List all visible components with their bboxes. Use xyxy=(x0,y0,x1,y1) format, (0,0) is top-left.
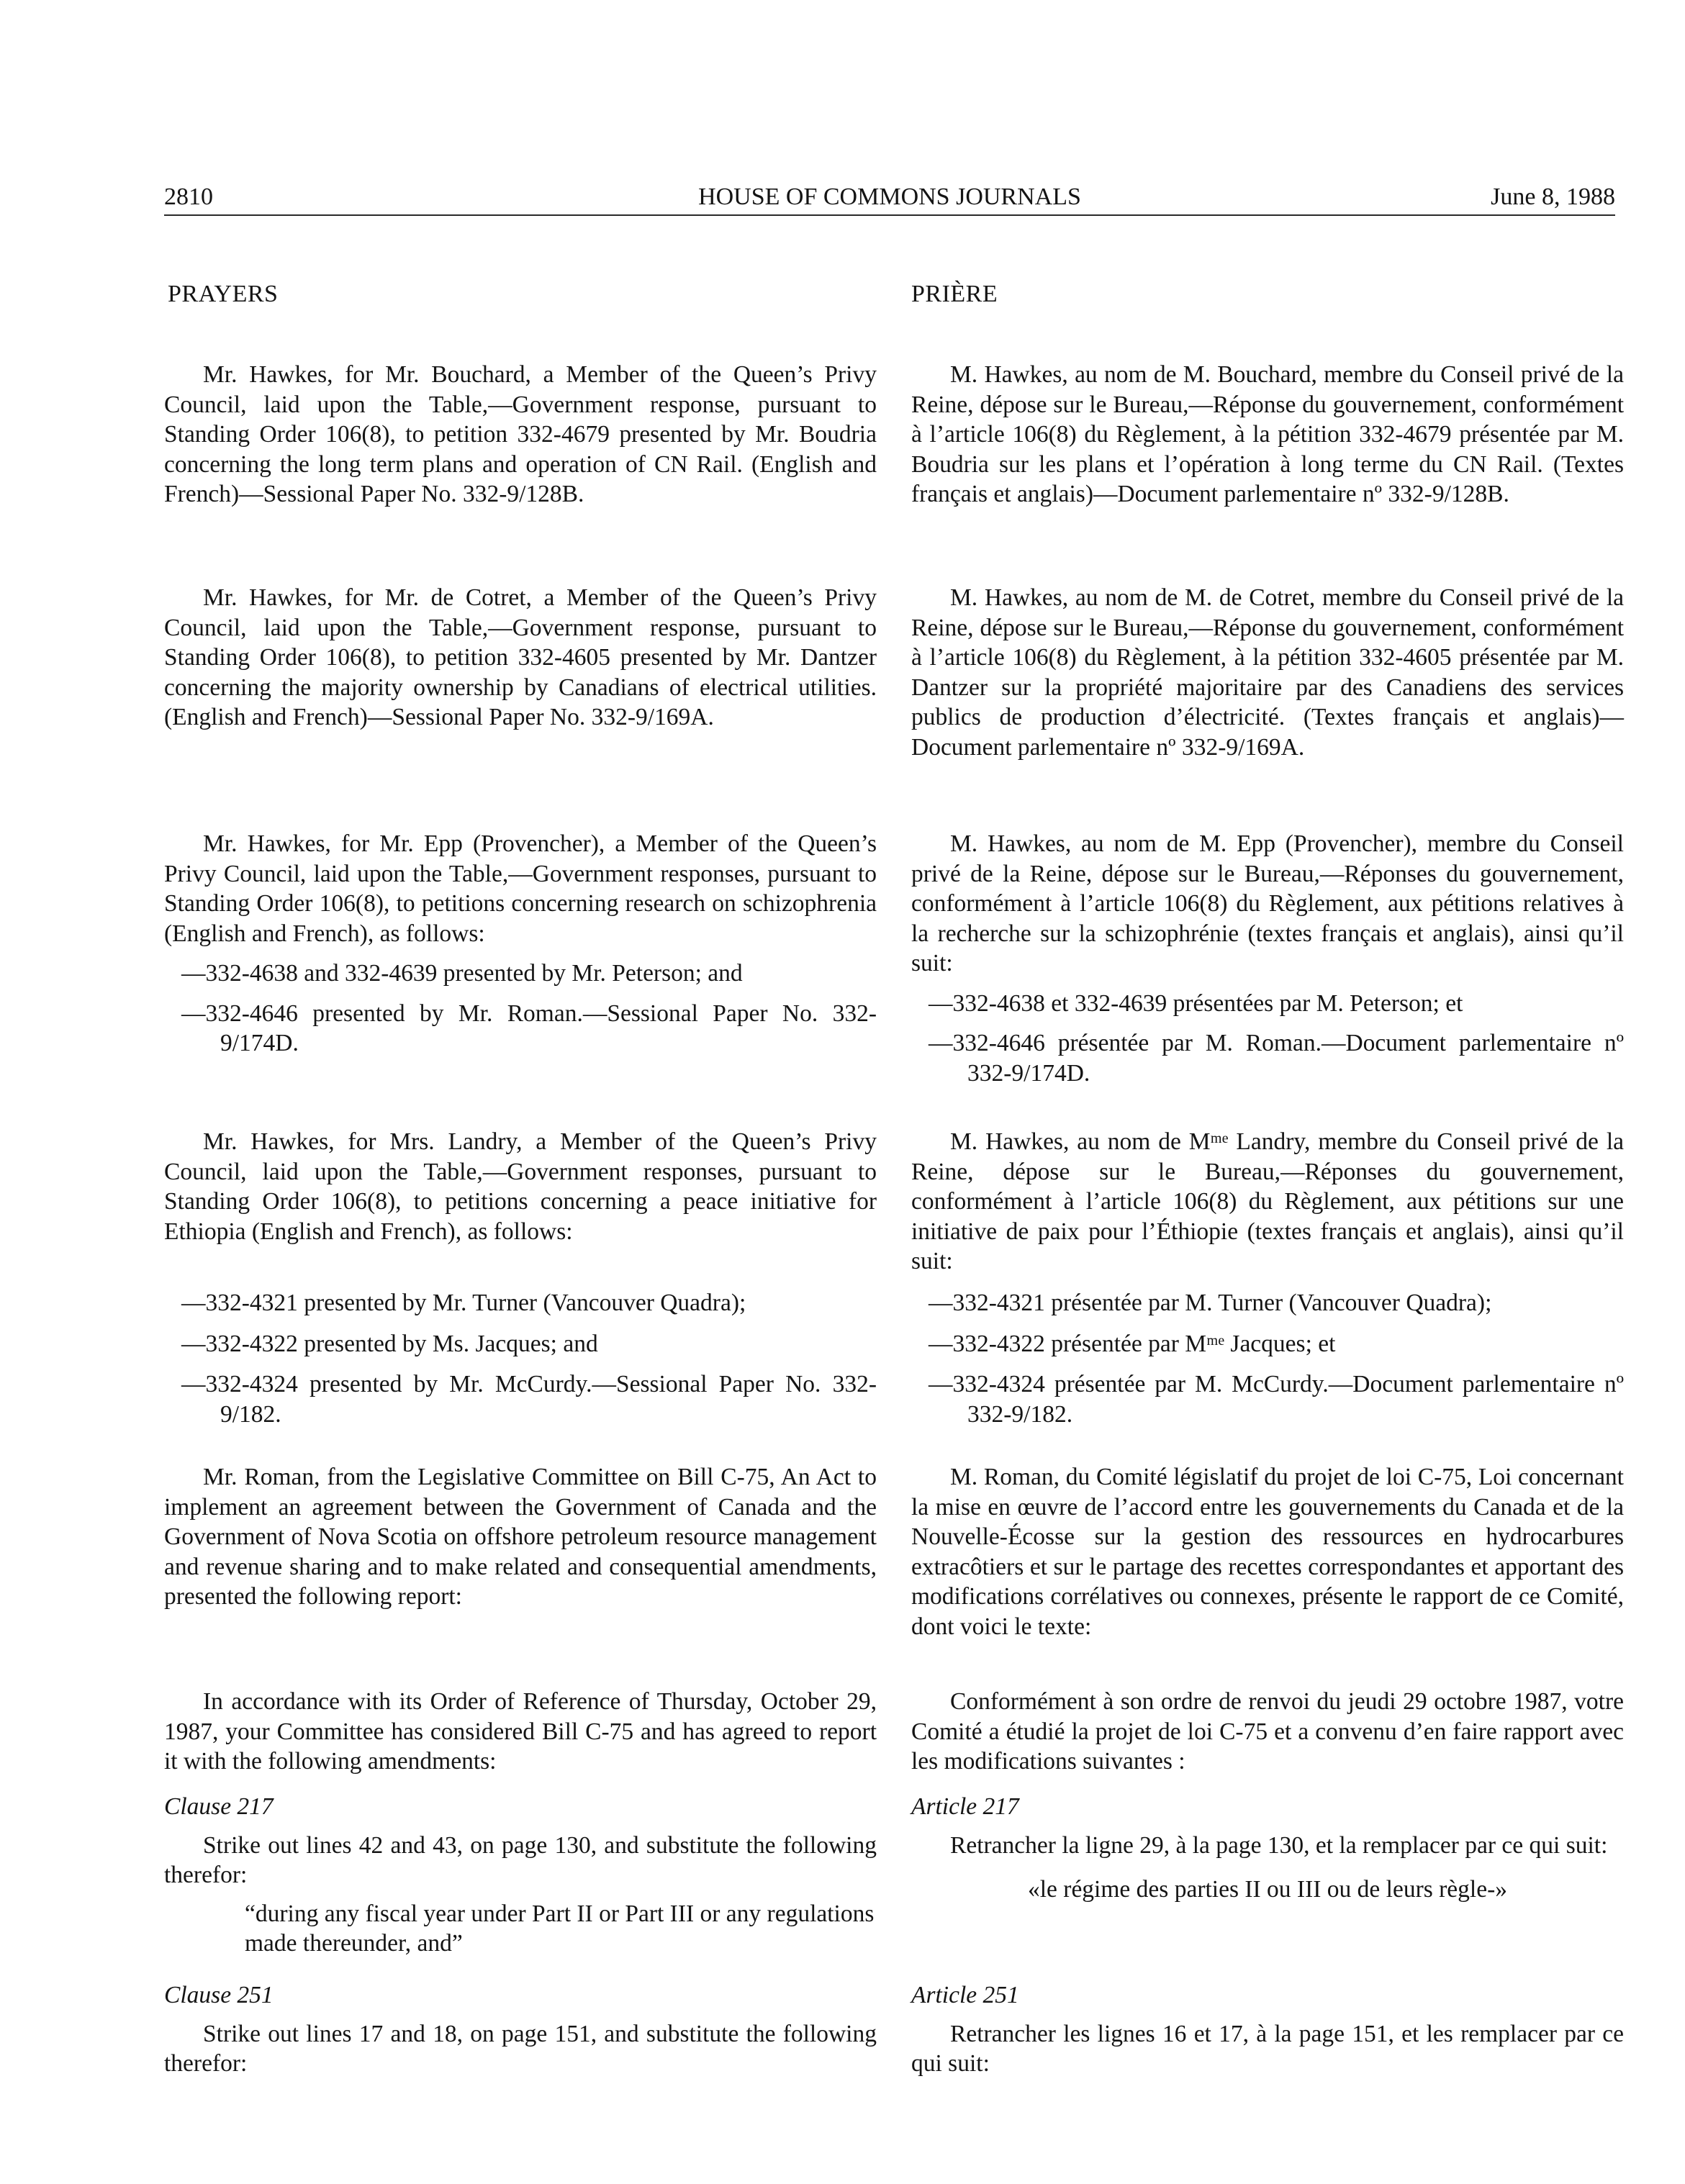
fr-paragraph-4-text: M. Hawkes, au nom de Mᵐᵉ Landry, membre du Conseil privé de la Reine, dépose sur le Bureau,—Réponses du gouvernement, conformément à l’article 106(8) du Règlement, aux pétitions sur une initiative de paix pour l’Éthiopie (textes français et anglais), ainsi qu’il suit: xyxy=(911,1128,1624,1274)
en-paragraph-4-items xyxy=(164,1288,877,1429)
journal-title: HOUSE OF COMMONS JOURNALS xyxy=(698,183,1081,210)
list-item: —332-4322 présentée par Mᵐᵉ Jacques; et xyxy=(929,1330,1336,1357)
clause-quote: “during any fiscal year under Part II or Part III or any regulations made thereunder, and” xyxy=(245,1900,875,1957)
fr-paragraph-3-text: M. Hawkes, au nom de M. Epp (Provencher), membre du Conseil privé de la Reine, dépose sur le Bureau,—Réponses du gouvernement, conformément à l’article 106(8) du Règlement, aux pétitions relatives à la recherche sur la schizophrénie (textes français et anglais), ainsi qu’il suit: xyxy=(911,830,1624,977)
en-paragraph-5-text: Mr. Roman, from the Legislative Committee on Bill C-75, An Act to implement an agreement between the Government of Canada and the Government of Nova Scotia on offshore petroleum resource management and revenue sharing and to make related and consequential amendments, presented the following report: xyxy=(164,1464,877,1610)
fr-paragraph-3 xyxy=(911,829,1624,1088)
list-item: —332-4646 présentée par M. Roman.—Document parlementaire nº 332-9/174D. xyxy=(929,1030,1624,1087)
page-number: 2810 xyxy=(164,183,213,210)
en-paragraph-1 xyxy=(164,360,877,509)
en-paragraph-3 xyxy=(164,829,877,1059)
fr-paragraph-5 xyxy=(911,1462,1624,1641)
clause-title: Clause 251 xyxy=(164,1982,274,2008)
en-paragraph-2-text: Mr. Hawkes, for Mr. de Cotret, a Member of the Queen’s Privy Council, laid upon the Table,—Government response, pursuant to Standing Order 106(8), to petition 332-4605 presented by Mr. Dantzer concerning the majority ownership by Canadians of electrical utilities. (English and French)—Sessional Paper No. 332-9/169A. xyxy=(164,584,877,730)
en-paragraph-5 xyxy=(164,1462,877,1612)
clause-text: Strike out lines 17 and 18, on page 151, and substitute the following therefor: xyxy=(164,2020,877,2077)
en-clause-217 xyxy=(164,1792,877,1959)
fr-paragraph-2-text: M. Hawkes, au nom de M. de Cotret, membre du Conseil privé de la Reine, dépose sur le Bureau,—Réponse du gouvernement, conformément à l’article 106(8) du Règlement, à la pétition 332-4605 présentée par M. Dantzer sur la propriété majoritaire par des Canadiens des services publics de production d’électricité. (Textes français et anglais)—Document parlementaire nº 332-9/169A. xyxy=(911,584,1624,761)
clause-quote: «le régime des parties II ou III ou de leurs règle-» xyxy=(1027,1876,1507,1903)
fr-paragraph-1-text: M. Hawkes, au nom de M. Bouchard, membre du Conseil privé de la Reine, dépose sur le Bureau,—Réponse du gouvernement, conformément à l’article 106(8) du Règlement, à la pétition 332-4679 présentée par M. Boudria sur les plans et l’opération à long terme du CN Rail. (Textes français et anglais)—Document parlementaire nº 332-9/128B. xyxy=(911,361,1624,507)
en-paragraph-1-text: Mr. Hawkes, for Mr. Bouchard, a Member of the Queen’s Privy Council, laid upon the Table,—Government response, pursuant to Standing Order 106(8), to petition 332-4679 presented by Mr. Boudria concerning the long term plans and operation of CN Rail. (English and French)—Sessional Paper No. 332-9/128B. xyxy=(164,361,877,507)
clause-text: Strike out lines 42 and 43, on page 130, and substitute the following therefor: xyxy=(164,1831,877,1888)
en-paragraph-4-text: Mr. Hawkes, for Mrs. Landry, a Member of the Queen’s Privy Council, laid upon the Table,—Government responses, pursuant to Standing Order 106(8), to petitions concerning a peace initiative for Ethiopia (English and French), as follows: xyxy=(164,1128,877,1245)
clause-title: Clause 217 xyxy=(164,1793,274,1820)
running-header xyxy=(164,181,1615,219)
journal-date: June 8, 1988 xyxy=(1491,183,1615,210)
clause-text: Retrancher les lignes 16 et 17, à la page 151, et les remplacer par ce qui suit: xyxy=(911,2020,1624,2077)
fr-paragraph-2 xyxy=(911,583,1624,762)
list-item: —332-4322 presented by Ms. Jacques; and xyxy=(181,1330,598,1357)
fr-article-217 xyxy=(911,1792,1624,1905)
list-item: —332-4321 présentée par M. Turner (Vancouver Quadra); xyxy=(929,1290,1492,1316)
en-paragraph-6-text: In accordance with its Order of Reference of Thursday, October 29, 1987, your Committee has considered Bill C-75 and has agreed to report it with the following amendments: xyxy=(164,1688,877,1775)
en-paragraph-4 xyxy=(164,1127,877,1246)
clause-title: Article 217 xyxy=(911,1793,1019,1820)
list-item: —332-4321 presented by Mr. Turner (Vancouver Quadra); xyxy=(181,1290,746,1316)
list-item: —332-4646 presented by Mr. Roman.—Sessional Paper No. 332-9/174D. xyxy=(181,1000,877,1056)
en-paragraph-6 xyxy=(164,1687,877,1777)
fr-paragraph-6-text: Conformément à son ordre de renvoi du jeudi 29 octobre 1987, votre Comité a étudié la projet de loi C-75 et a convenu d’en faire rapport avec les modifications suivantes : xyxy=(911,1688,1624,1775)
fr-paragraph-5-text: M. Roman, du Comité législatif du projet de loi C-75, Loi concernant la mise en œuvre de l’accord entre les gouvernements du Canada et de la Nouvelle-Écosse sur la gestion des ressources en hydrocarbures extracôtiers et sur le partage des recettes correspondantes et apportant des modifications corrélatives ou connexes, présente le rapport de ce Comité, dont voici le texte: xyxy=(911,1464,1624,1640)
section-heading-priere: PRIÈRE xyxy=(911,281,998,307)
list-item: —332-4638 et 332-4639 présentées par M. Peterson; et xyxy=(929,989,1463,1017)
fr-paragraph-4-items xyxy=(911,1288,1624,1429)
en-paragraph-3-text: Mr. Hawkes, for Mr. Epp (Provencher), a Member of the Queen’s Privy Council, laid upon the Table,—Government responses, pursuant to Standing Order 106(8), to petitions concerning research on schizophrenia (English and French), as follows: xyxy=(164,830,877,947)
clause-title: Article 251 xyxy=(911,1982,1019,2008)
list-item: —332-4324 présentée par M. McCurdy.—Document parlementaire nº 332-9/182. xyxy=(929,1371,1624,1428)
en-paragraph-2 xyxy=(164,583,877,733)
en-clause-251 xyxy=(164,1980,877,2079)
fr-article-251 xyxy=(911,1980,1624,2079)
clause-text: Retrancher la ligne 29, à la page 130, et la remplacer par ce qui suit: xyxy=(950,1831,1608,1859)
fr-paragraph-6 xyxy=(911,1687,1624,1777)
header-rule xyxy=(164,214,1615,216)
fr-paragraph-4 xyxy=(911,1127,1624,1277)
section-heading-prayers: PRAYERS xyxy=(168,281,279,307)
fr-paragraph-1 xyxy=(911,360,1624,509)
list-item: —332-4324 presented by Mr. McCurdy.—Sessional Paper No. 332-9/182. xyxy=(181,1371,877,1428)
list-item: —332-4638 and 332-4639 presented by Mr. Peterson; and xyxy=(181,960,743,987)
